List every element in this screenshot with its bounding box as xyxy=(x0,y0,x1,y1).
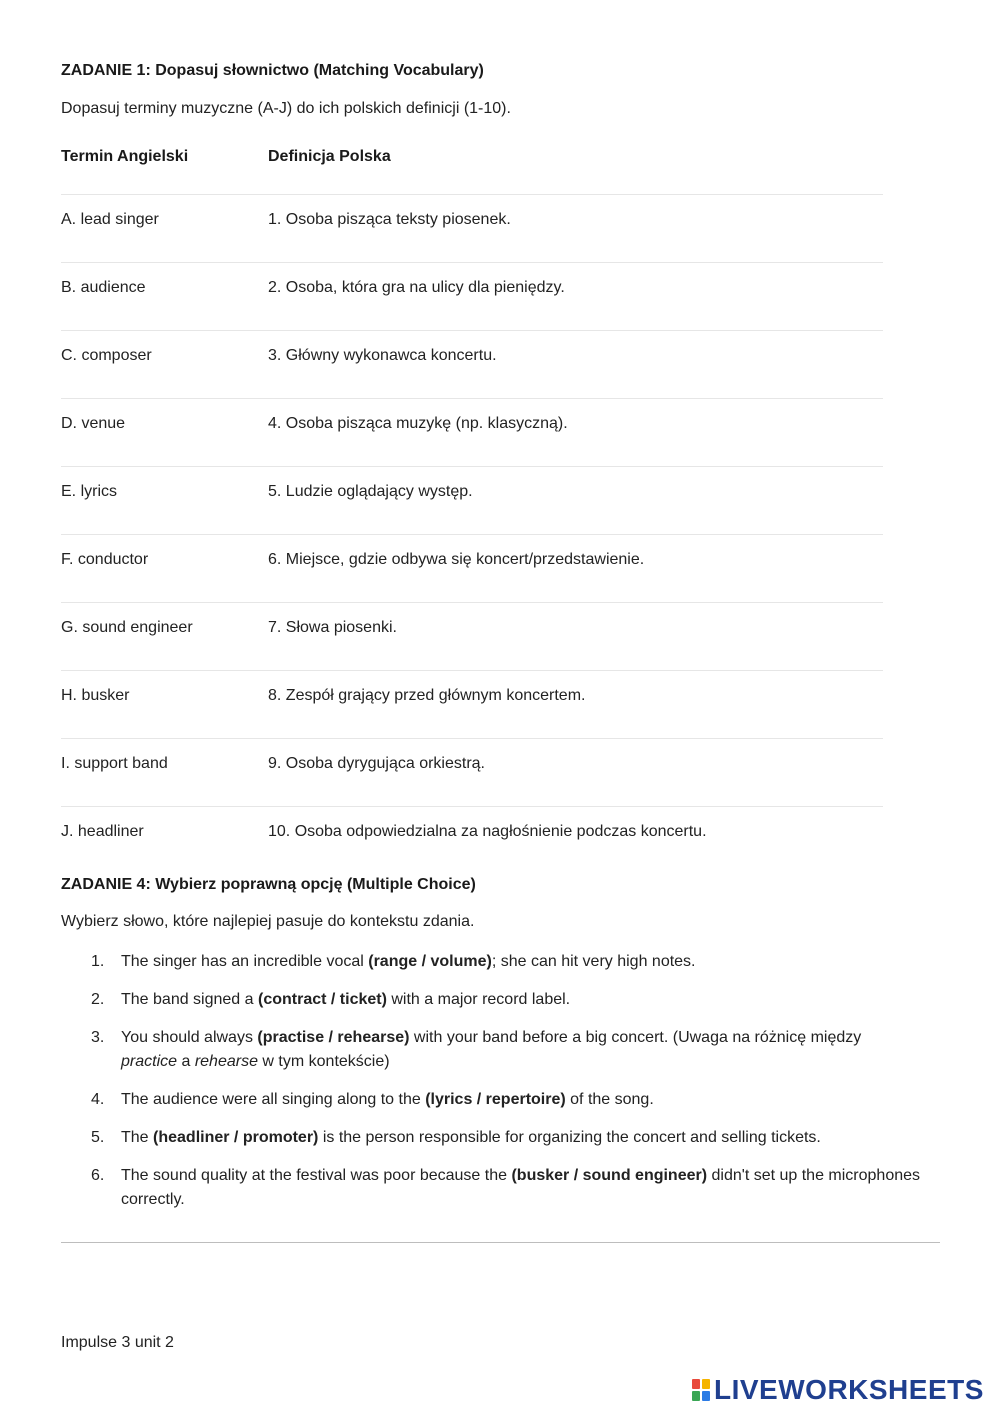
term-cell: F. conductor xyxy=(61,551,149,568)
vocabulary-table xyxy=(61,145,883,874)
column-header-term: Termin Angielski xyxy=(61,148,189,165)
task4-title: ZADANIE 4: Wybierz poprawną opcję (Multiple Choice) xyxy=(61,876,476,893)
logo-text: LIVEWORKSHEETS xyxy=(714,1374,984,1405)
item-text: a xyxy=(177,1053,195,1070)
definition-cell: 10. Osoba odpowiedzialna za nagłośnienie podczas koncertu. xyxy=(268,823,707,840)
table-row xyxy=(61,671,883,739)
list-item xyxy=(61,950,921,974)
footer-text: Impulse 3 unit 2 xyxy=(61,1334,174,1351)
definition-cell: 8. Zespół grający przed głównym koncertem. xyxy=(268,687,586,704)
item-text: didn't set up the microphones correctly. xyxy=(121,1167,921,1208)
liveworksheets-logo[interactable] xyxy=(692,1374,984,1406)
table-row xyxy=(61,195,883,263)
table-row xyxy=(61,603,883,671)
term-cell: D. venue xyxy=(61,415,126,432)
term-cell: A. lead singer xyxy=(61,211,159,228)
term-cell: I. support band xyxy=(61,755,168,772)
definition-cell: 3. Główny wykonawca koncertu. xyxy=(268,347,497,364)
item-text: The singer has an incredible vocal xyxy=(121,953,369,970)
definition-cell: 4. Osoba pisząca muzykę (np. klasyczną). xyxy=(268,415,568,432)
table-row xyxy=(61,331,883,399)
term-cell: G. sound engineer xyxy=(61,619,193,636)
item-number: 1. xyxy=(91,953,105,970)
liveworksheets-logo-icon xyxy=(692,1379,710,1401)
answer-choice: (range / volume) xyxy=(368,953,492,970)
definition-cell: 6. Miejsce, gdzie odbywa się koncert/przedstawienie. xyxy=(268,551,645,568)
list-item xyxy=(61,988,921,1012)
term-cell: J. headliner xyxy=(61,823,144,840)
list-item xyxy=(61,1164,921,1212)
term-cell: H. busker xyxy=(61,687,130,704)
item-text: The xyxy=(121,1129,154,1146)
definition-cell: 7. Słowa piosenki. xyxy=(268,619,397,636)
table-row xyxy=(61,739,883,807)
item-text: The audience were all singing along to the xyxy=(121,1091,426,1108)
table-row xyxy=(61,535,883,603)
term-cell: C. composer xyxy=(61,347,152,364)
answer-choice: (contract / ticket) xyxy=(258,991,387,1008)
item-text: of the song. xyxy=(565,1091,654,1108)
item-number: 2. xyxy=(91,991,105,1008)
item-text: w tym kontekście) xyxy=(257,1053,390,1070)
item-text: is the person responsible for organizing the concert and selling tickets. xyxy=(318,1129,821,1146)
list-item xyxy=(61,1088,921,1112)
item-text: The sound quality at the festival was poor because the xyxy=(121,1167,512,1184)
definition-cell: 2. Osoba, która gra na ulicy dla pieniędzy. xyxy=(268,279,565,296)
definition-cell: 1. Osoba pisząca teksty piosenek. xyxy=(268,211,511,228)
table-row xyxy=(61,399,883,467)
item-number: 3. xyxy=(91,1029,105,1046)
table-row xyxy=(61,807,883,874)
item-text: ; she can hit very high notes. xyxy=(491,953,696,970)
term-cell: E. lyrics xyxy=(61,483,117,500)
item-text: The band signed a xyxy=(121,991,258,1008)
answer-choice: (headliner / promoter) xyxy=(153,1129,319,1146)
emphasis-word: practice xyxy=(121,1053,178,1070)
answer-choice: (lyrics / repertoire) xyxy=(425,1091,566,1108)
multiple-choice-list xyxy=(61,950,921,1226)
emphasis-word: rehearse xyxy=(194,1053,258,1070)
list-item xyxy=(61,1026,921,1074)
answer-choice: (busker / sound engineer) xyxy=(511,1167,708,1184)
item-text: with your band before a big concert. (Uwaga na różnicę między xyxy=(409,1029,862,1046)
horizontal-divider xyxy=(61,1242,940,1243)
list-item xyxy=(61,1126,921,1150)
item-number: 6. xyxy=(91,1167,105,1184)
term-cell: B. audience xyxy=(61,279,146,296)
task1-title: ZADANIE 1: Dopasuj słownictwo (Matching Vocabulary) xyxy=(61,62,484,79)
item-number: 5. xyxy=(91,1129,105,1146)
column-header-definition: Definicja Polska xyxy=(268,148,391,165)
task1-instruction: Dopasuj terminy muzyczne (A-J) do ich polskich definicji (1-10). xyxy=(61,100,511,117)
definition-cell: 5. Ludzie oglądający występ. xyxy=(268,483,473,500)
item-text: You should always xyxy=(121,1029,258,1046)
answer-choice: (practise / rehearse) xyxy=(257,1029,410,1046)
item-text: with a major record label. xyxy=(386,991,571,1008)
item-number: 4. xyxy=(91,1091,105,1108)
table-header xyxy=(61,145,883,195)
table-row xyxy=(61,263,883,331)
definition-cell: 9. Osoba dyrygująca orkiestrą. xyxy=(268,755,485,772)
table-row xyxy=(61,467,883,535)
task4-instruction: Wybierz słowo, które najlepiej pasuje do kontekstu zdania. xyxy=(61,913,475,930)
